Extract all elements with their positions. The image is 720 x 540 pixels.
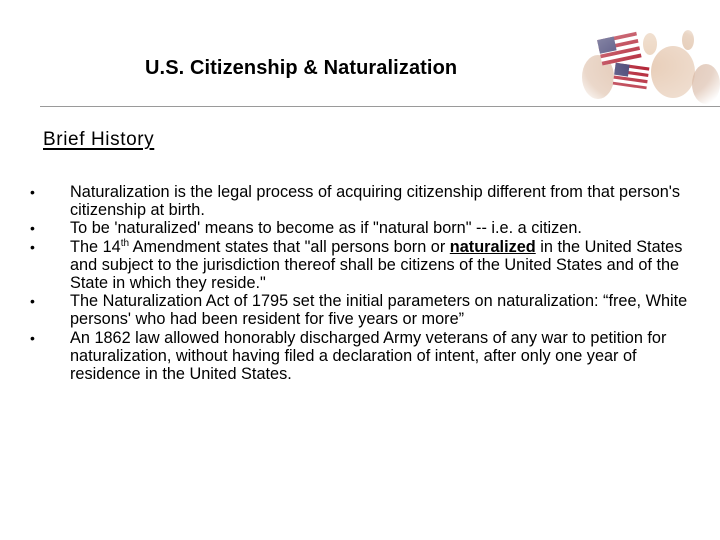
bullet-dot: •: [30, 220, 35, 237]
bullet-dot: •: [30, 329, 35, 346]
emphasized-word: naturalized: [449, 237, 536, 256]
list-item: [30, 219, 690, 237]
bullet-dot: •: [30, 293, 35, 310]
section-heading: Brief History: [43, 129, 155, 150]
bullet-text-middle: Amendment states that "all persons born or: [129, 237, 450, 256]
bullet-list: [30, 183, 690, 383]
bullet-dot: •: [30, 184, 35, 200]
bullet-text-end: in the United States and subject to the jurisdiction thereof shall be citizens of the United States and of the State in which they reside.": [70, 237, 683, 293]
list-item: [30, 238, 690, 293]
list-item: [30, 329, 690, 384]
bullet-text-start: The 14: [70, 237, 121, 256]
title-divider: [40, 106, 720, 107]
bullet-text: The Naturalization Act of 1795 set the initial parameters on naturalization: “free, White persons' who had been resident for five years or more”: [70, 292, 688, 329]
bullet-dot: •: [30, 238, 35, 255]
list-item: [30, 183, 690, 219]
list-item: [30, 292, 690, 328]
slide-title: U.S. Citizenship & Naturalization: [145, 57, 458, 79]
ordinal-suffix: th: [120, 237, 130, 249]
bullet-text: Naturalization is the legal process of acquiring citizenship different from that person's citizenship at birth.: [70, 183, 681, 220]
bullet-text: To be 'naturalized' means to become as if "natural born" -- i.e. a citizen.: [70, 219, 582, 238]
flags-photo-icon: [578, 22, 720, 110]
bullet-text: An 1862 law allowed honorably discharged Army veterans of any war to petition for naturalization, without having filed a declaration of intent, after only one year of residence in the United States.: [70, 328, 667, 384]
